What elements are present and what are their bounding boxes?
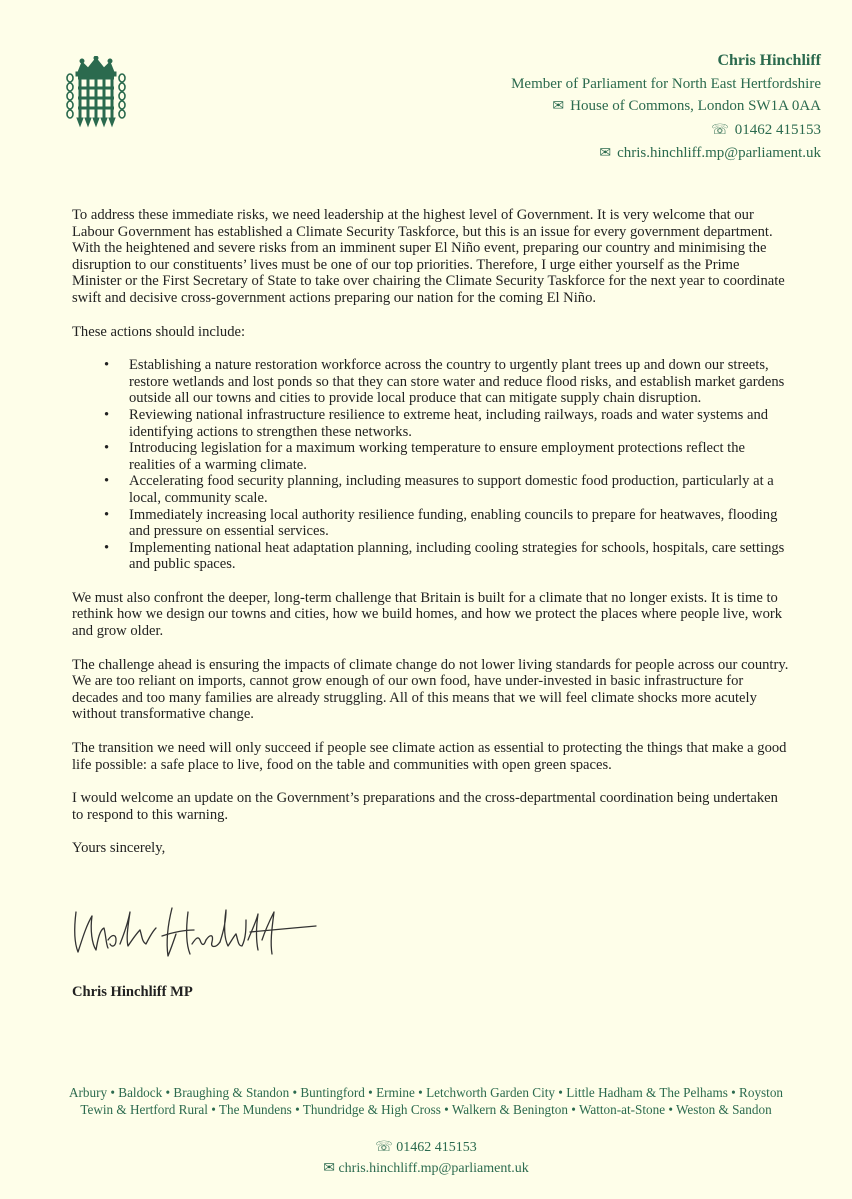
paragraph: We must also confront the deeper, long-term challenge that Britain is built for a climate that no longer exists. It is time to rethink how we design our towns and cities, how we build homes, and how we protect the places where people live, work and grow older.: [72, 589, 783, 640]
paragraph: The transition we need will only succeed if people see climate action as essential to protecting the things that make a good life possible: a safe place to live, food on the table and communities with open green spaces.: [72, 740, 787, 773]
paragraph: The challenge ahead is ensuring the impacts of climate change do not lower living standards for people across our country. We are too reliant on imports, cannot grow enough of our own food, have under-invested in basic infrastructure for decades and too many families are already struggling. All of this means that we will feel climate shocks more acutely without transformative change.: [72, 656, 789, 723]
address-line: [511, 95, 821, 119]
paragraph: I would welcome an update on the Government’s preparations and the cross-departmental coordination being undertaken to respond to this warning.: [72, 790, 778, 823]
footer-email[interactable]: chris.hinchliff.mp@parliament.uk: [338, 1161, 529, 1176]
list-item: • Establishing a nature restoration workforce across the country to urgently plant trees up and down our streets, restore wetlands and lost ponds so that they can store water and reduce flood risks, and establish market gardens outside all our towns and cities to provide local produce that can mitigate supply chain disruption.: [129, 357, 792, 407]
letter-body: [72, 207, 792, 874]
address: House of Commons, London SW1A 0AA: [570, 98, 821, 114]
phone-icon: ☏: [711, 122, 729, 138]
paragraph: These actions should include:: [72, 323, 246, 340]
constituency-towns: [0, 1084, 852, 1118]
signed-name: Chris Hinchliff MP: [72, 984, 193, 1000]
mail-icon: ✉: [599, 146, 612, 161]
list-item: • Introducing legislation for a maximum working temperature to ensure employment protections reflect the realities of a warming climate.: [129, 440, 792, 473]
list-item: • Implementing national heat adaptation planning, including cooling strategies for schools, hospitals, care settings and public spaces.: [129, 540, 792, 573]
envelope-icon: ✉: [552, 99, 565, 114]
phone: 01462 415153: [734, 121, 821, 138]
signature: [70, 900, 320, 966]
mp-role: Member of Parliament for North East Hertfordshire: [511, 75, 821, 92]
closing: Yours sincerely,: [72, 840, 166, 857]
footer-contact: [0, 1137, 852, 1179]
towns-line-1: Arbury • Baldock • Braughing & Standon • Buntingford • Ermine • Letchworth Garden City • Little Hadham & The Pelhams • Royston: [68, 1085, 784, 1100]
phone-icon: ☏: [375, 1140, 397, 1155]
list-item: • Immediately increasing local authority resilience funding, enabling councils to prepare for heatwaves, flooding and pressure on essential services.: [129, 507, 792, 540]
footer-phone-line: [0, 1137, 852, 1158]
email-line[interactable]: [511, 142, 821, 166]
towns-line-2: Tewin & Hertford Rural • The Mundens • Thundridge & High Cross • Walkern & Benington • Watton-at-Stone • Weston & Sandon: [80, 1102, 772, 1117]
letterhead: [511, 50, 821, 166]
paragraph: To address these immediate risks, we need leadership at the highest level of Government. It is very welcome that our Labour Government has established a Climate Security Taskforce, but this is an issue for every government department. With the heightened and severe risks from an imminent super El Niño event, preparing our country and minimising the disruption to our constituents’ lives must be one of our top priorities. Therefore, I urge either yourself as the Prime Minister or the First Secretary of State to take over chairing the Climate Security Taskforce for the next year to coordinate swift and decisive cross-government actions preparing our nation for the coming El Niño.: [72, 207, 785, 306]
email[interactable]: chris.hinchliff.mp@parliament.uk: [617, 145, 821, 161]
footer-email-line[interactable]: [0, 1158, 852, 1179]
actions-list: [72, 357, 792, 573]
list-item: • Accelerating food security planning, including measures to support domestic food production, particularly at a local, community scale.: [129, 473, 792, 506]
mp-name: Chris Hinchliff: [717, 52, 821, 69]
mail-icon: ✉: [323, 1161, 339, 1176]
list-item: • Reviewing national infrastructure resilience to extreme heat, including railways, roads and water systems and identifying actions to strengthen these networks.: [129, 407, 792, 440]
portcullis-logo: [64, 56, 128, 128]
phone-line: [511, 119, 821, 143]
footer-phone: 01462 415153: [396, 1140, 477, 1155]
